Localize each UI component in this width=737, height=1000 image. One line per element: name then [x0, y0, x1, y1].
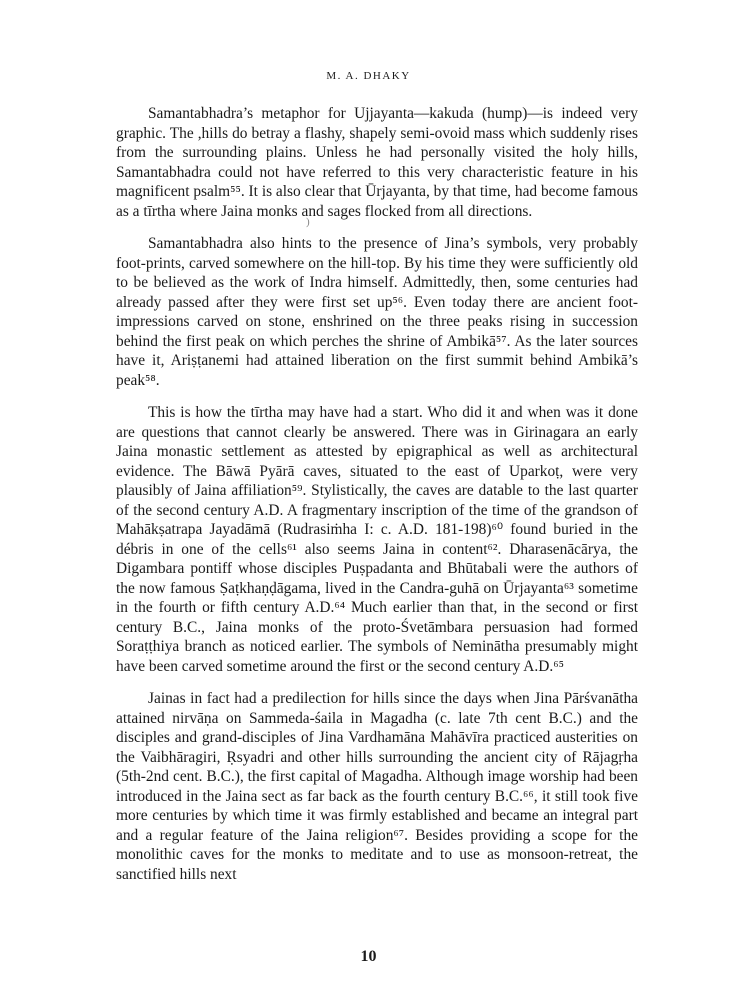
page-number: 10 [360, 948, 377, 965]
paragraph-4: Jainas in fact had a predilection for hills since the days when Jina Pārśvanātha attained nirvāṇa on Sammeda-śaila in Magadha (c. late 7th cent B.C.) and the disciples and grand-disciples of Jina Vardhamāna Mahāvīra practiced austerities on the Vaibhāragiri, Ṛsyadri and other hills surrounding the ancient city of Rājagṛha (5th-2nd cent. B.C.), the first capital of Magadha. Although image worship had been introduced in the Jaina sect as far back as the fourth century B.C.⁶⁶, it still took five more centuries by which time it was firmly established and became an integral part and a regular feature of the Jaina religion⁶⁷. Besides providing a scope for the monolithic caves for the monks to meditate and to use as monsoon-retreat, the sanctified hills next [116, 690, 638, 883]
stray-page-mark: ) [306, 216, 310, 228]
body-text [116, 104, 638, 897]
running-head: M. A. DHAKY [326, 70, 411, 82]
paragraph-3: This is how the tīrtha may have had a start. Who did it and when was it done are questions that cannot clearly be answered. There was in Girinagara an early Jaina monastic settlement as attested by epigraphical as well as architectural evidence. The Bāwā Pyārā caves, situated to the east of Uparkoṭ, were very plausibly of Jaina affiliation⁵⁹. Stylistically, the caves are datable to the last quarter of the second century A.D. A fragmentary inscription of the time of the grandson of Mahākṣatrapa Jayadāmā (Rudrasiṁha I: c. A.D. 181-198)⁶⁰ found buried in the débris in one of the cells⁶¹ also seems Jaina in content⁶². Dharasenācārya, the Digambara pontiff whose disciples Puṣpadanta and Bhūtabali were the authors of the now famous Ṣaṭkhaṇḍāgama, lived in the Candra-guhā on Ūrjayanta⁶³ sometime in the fourth or fifth century A.D.⁶⁴ Much earlier than that, in the second or first century B.C., Jaina monks of the proto-Śvetāmbara persuasion had formed Soraṭṭhiya branch as noticed earlier. The symbols of Neminātha presumably might have been carved sometime around the first or the second century A.D.⁶⁵ [116, 404, 638, 675]
paragraph-2: Samantabhadra also hints to the presence of Jina’s symbols, very probably foot-prints, carved somewhere on the hill-top. By his time they were sufficiently old to be believed as the work of Indra himself. Admittedly, then, some centuries had already passed after they were first set up⁵⁶. Even today there are ancient foot-impressions carved on stone, enshrined on the three peaks rising in succession behind the first peak on which perches the shrine of Ambikā⁵⁷. As the later sources have it, Ariṣṭanemi had attained liberation on the first summit behind Ambikā’s peak⁵⁸. [116, 235, 638, 389]
paragraph-1: Samantabhadra’s metaphor for Ujjayanta—kakuda (hump)—is indeed very graphic. The ,hills do betray a flashy, shapely semi-ovoid mass which suddenly rises from the surrounding plains. Unless he had personally visited the holy hills, Samantabhadra could not have referred to this very characteristic feature in his magnificent psalm⁵⁵. It is also clear that Ūrjayanta, by that time, had become famous as a tīrtha where Jaina monks and sages flocked from all directions. [116, 105, 638, 220]
